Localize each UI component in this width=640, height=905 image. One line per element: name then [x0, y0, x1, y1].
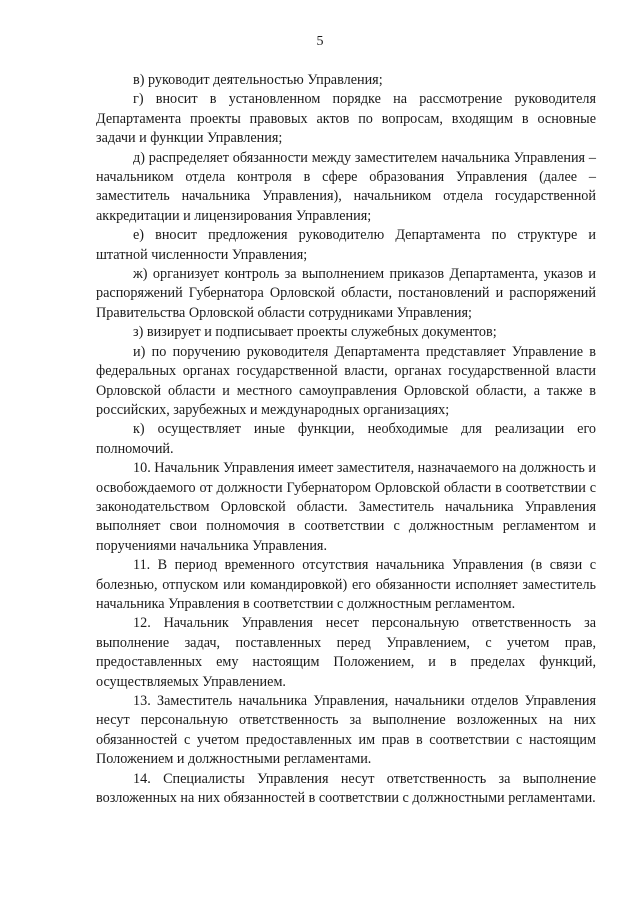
paragraph-e: е) вносит предложения руководителю Департамента по структуре и штатной численности Управления; — [96, 227, 596, 263]
paragraph-10: 10. Начальник Управления имеет заместителя, назначаемого на должность и освобождаемого от должности Губернатором Орловской области в соответствии с законодательством Орловской области. Заместитель начальника Управления выполняет свои полномочия в соответствии с должностным регламентом и поручениями начальника Управления. — [96, 460, 596, 554]
paragraph-d: д) распределяет обязанности между заместителем начальника Управления – начальником отдела контроля в сфере образования Управления (далее – заместитель начальника Управления), начальником отдела государственной аккредитации и лицензирования Управления; — [96, 149, 596, 224]
paragraph-i: и) по поручению руководителя Департамента представляет Управление в федеральных органах государственной власти, органах государственной власти Орловской области и местного самоуправления Орловской области, а также в российских, зарубежных и международных организациях; — [96, 343, 596, 418]
paragraph-k: к) осуществляет иные функции, необходимые для реализации его полномочий. — [96, 421, 596, 457]
page-number: 5 — [316, 34, 324, 49]
paragraph-11: 11. В период временного отсутствия начальника Управления (в связи с болезнью, отпуском или командировкой) его обязанности исполняет заместитель начальника Управления в соответствии с должностным регламентом. — [96, 557, 596, 612]
paragraph-zh: ж) организует контроль за выполнением приказов Департамента, указов и распоряжений Губернатора Орловской области, постановлений и распоряжений Правительства Орловской области сотрудниками Управления; — [96, 266, 596, 321]
paragraph-z: з) визирует и подписывает проекты служебных документов; — [133, 324, 497, 341]
paragraph-v: в) руководит деятельностью Управления; — [133, 72, 383, 88]
paragraph-13: 13. Заместитель начальника Управления, начальники отделов Управления несут персональную ответственность за выполнение возложенных на них обязанностей с учетом предоставленных им прав в соответствии с настоящим Положением и должностными регламентами. — [96, 693, 596, 768]
document-body — [96, 71, 596, 808]
paragraph-14: 14. Специалисты Управления несут ответственность за выполнение возложенных на них обязанностей в соответствии с должностными регламентами. — [96, 770, 596, 807]
paragraph-g: г) вносит в установленном порядке на рассмотрение руководителя Департамента проекты правовых актов по вопросам, входящим в основные задачи и функции Управления; — [96, 91, 596, 147]
paragraph-12: 12. Начальник Управления несет персональную ответственность за выполнение задач, поставленных перед Управлением, с учетом прав, предоставленных ему настоящим Положением, и в пределах функций, осуществляемых Управлением. — [96, 615, 596, 690]
